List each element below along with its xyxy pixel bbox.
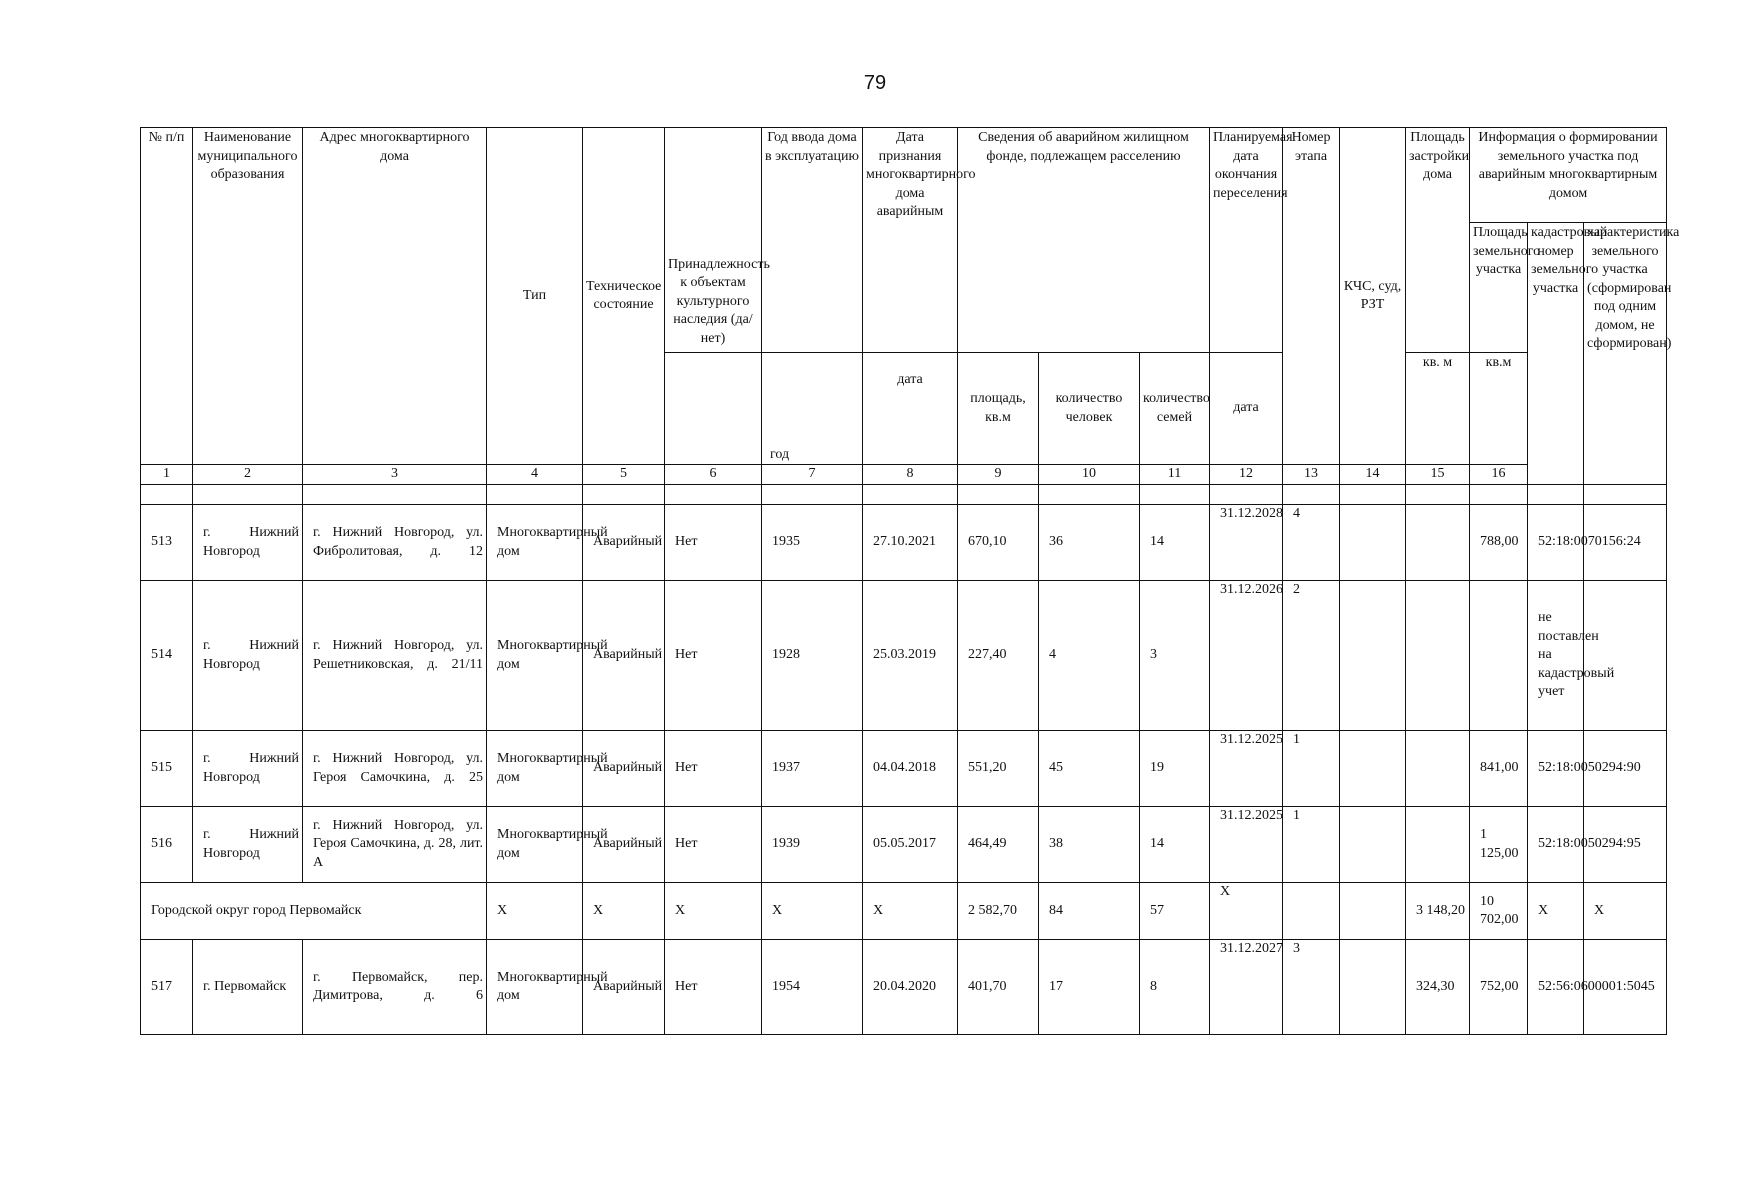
header-date-sub: дата — [863, 353, 958, 465]
cell-families: 14 — [1140, 807, 1210, 883]
cell-families: 8 — [1140, 940, 1210, 1035]
subtotal-type: X — [487, 883, 583, 940]
cell-land-char — [1584, 581, 1667, 731]
cell-heritage: Нет — [665, 731, 762, 807]
cell-municipality: г. Нижний Новгород — [193, 807, 303, 883]
header-address: Адрес многоквартирного дома — [303, 128, 487, 465]
header-land-area: Площадь земельного участка — [1470, 223, 1528, 353]
cell-cadastral: 52:18:0050294:95 — [1528, 807, 1584, 883]
subtotal-stage — [1283, 883, 1340, 940]
cell-building-area — [1406, 731, 1470, 807]
column-number: 3 — [303, 465, 487, 485]
cell-heritage: Нет — [665, 807, 762, 883]
cell-stage: 1 — [1283, 807, 1340, 883]
header-type: Тип — [487, 128, 583, 465]
column-number: 16 — [1470, 465, 1528, 485]
cell-date: 25.03.2019 — [863, 581, 958, 731]
cell-no: 514 — [141, 581, 193, 731]
column-number: 11 — [1140, 465, 1210, 485]
cell-area: 401,70 — [958, 940, 1039, 1035]
subtotal-people: 84 — [1039, 883, 1140, 940]
cell-plan-date: 31.12.2025 — [1210, 807, 1283, 883]
header-municipality: Наименование муниципального образования — [193, 128, 303, 465]
cell-plan-date: 31.12.2028 — [1210, 505, 1283, 581]
table-row — [141, 731, 1667, 807]
subtotal-kchs — [1340, 883, 1406, 940]
cell-land-area — [1470, 581, 1528, 731]
cell-cadastral: не поставлен на кадастровый учет — [1528, 581, 1584, 731]
cell-area: 670,10 — [958, 505, 1039, 581]
cell-state: Аварийный — [583, 581, 665, 731]
table-row — [141, 505, 1667, 581]
cell-municipality: г. Нижний Новгород — [193, 581, 303, 731]
column-number: 2 — [193, 465, 303, 485]
cell-municipality: г. Нижний Новгород — [193, 505, 303, 581]
cell-year: 1928 — [762, 581, 863, 731]
cell-date: 27.10.2021 — [863, 505, 958, 581]
cell-stage: 1 — [1283, 731, 1340, 807]
cell-type: Многоквартирный дом — [487, 581, 583, 731]
column-number: 8 — [863, 465, 958, 485]
cell-stage: 4 — [1283, 505, 1340, 581]
cell-year: 1954 — [762, 940, 863, 1035]
cell-cadastral: 52:56:0600001:5045 — [1528, 940, 1584, 1035]
subtotal-label: Городской округ город Первомайск — [141, 883, 487, 940]
subtotal-land-char: X — [1584, 883, 1667, 940]
column-number: 5 — [583, 465, 665, 485]
table-row — [141, 581, 1667, 731]
cell-people: 36 — [1039, 505, 1140, 581]
cell-land-area: 788,00 — [1470, 505, 1528, 581]
subtotal-land-area: 10 702,00 — [1470, 883, 1528, 940]
cell-people: 4 — [1039, 581, 1140, 731]
header-people: количество человек — [1039, 353, 1140, 465]
header-kchs: КЧС, суд, РЗТ — [1340, 128, 1406, 465]
subtotal-heritage: X — [665, 883, 762, 940]
column-numbers-row — [141, 465, 1667, 485]
cell-families: 3 — [1140, 581, 1210, 731]
cell-families: 19 — [1140, 731, 1210, 807]
header-year-sub: год — [762, 353, 863, 465]
cell-municipality: г. Первомайск — [193, 940, 303, 1035]
cell-building-area — [1406, 505, 1470, 581]
header-building-area: Площадь застройки дома — [1406, 128, 1470, 353]
cell-families: 14 — [1140, 505, 1210, 581]
cell-type: Многоквартирный дом — [487, 505, 583, 581]
cell-kchs — [1340, 581, 1406, 731]
header-land-char: характеристика земельного участка (сформирован под одним домом, не сформирован) — [1584, 223, 1667, 485]
column-number: 15 — [1406, 465, 1470, 485]
cell-kchs — [1340, 731, 1406, 807]
header-planned-date: Планируемая дата окончания переселения — [1210, 128, 1283, 353]
cell-state: Аварийный — [583, 505, 665, 581]
header-building-area-sub: кв. м — [1406, 353, 1470, 465]
column-number: 9 — [958, 465, 1039, 485]
cell-type: Многоквартирный дом — [487, 940, 583, 1035]
subtotal-date: X — [863, 883, 958, 940]
cell-area: 551,20 — [958, 731, 1039, 807]
subtotal-year: X — [762, 883, 863, 940]
subtotal-area: 2 582,70 — [958, 883, 1039, 940]
subtotal-state: X — [583, 883, 665, 940]
header-land-area-sub: кв.м — [1470, 353, 1528, 465]
column-number: 14 — [1340, 465, 1406, 485]
cell-address: г. Первомайск, пер. Димитрова, д. 6 — [303, 940, 487, 1035]
cell-people: 38 — [1039, 807, 1140, 883]
cell-plan-date: 31.12.2026 — [1210, 581, 1283, 731]
cell-year: 1937 — [762, 731, 863, 807]
cell-address: г. Нижний Новгород, ул. Героя Самочкина, д. 25 — [303, 731, 487, 807]
cell-no: 515 — [141, 731, 193, 807]
cell-address: г. Нижний Новгород, ул. Героя Самочкина, д. 28, лит. А — [303, 807, 487, 883]
header-plan-date-sub: дата — [1210, 353, 1283, 465]
subtotal-row — [141, 883, 1667, 940]
header-families: количество семей — [1140, 353, 1210, 465]
cell-stage: 3 — [1283, 940, 1340, 1035]
cell-cadastral: 52:18:0070156:24 — [1528, 505, 1584, 581]
subtotal-families: 57 — [1140, 883, 1210, 940]
cell-people: 17 — [1039, 940, 1140, 1035]
header-no: № п/п — [141, 128, 193, 465]
column-number: 1 — [141, 465, 193, 485]
cell-municipality: г. Нижний Новгород — [193, 731, 303, 807]
cell-area: 227,40 — [958, 581, 1039, 731]
table-row — [141, 807, 1667, 883]
cell-year: 1935 — [762, 505, 863, 581]
cell-state: Аварийный — [583, 807, 665, 883]
cell-state: Аварийный — [583, 731, 665, 807]
cell-no: 513 — [141, 505, 193, 581]
cell-plan-date: 31.12.2027 — [1210, 940, 1283, 1035]
subtotal-building-area: 3 148,20 — [1406, 883, 1470, 940]
cell-no: 517 — [141, 940, 193, 1035]
cell-stage: 2 — [1283, 581, 1340, 731]
cell-address: г. Нижний Новгород, ул. Решетниковская, д. 21/11 — [303, 581, 487, 731]
cell-kchs — [1340, 940, 1406, 1035]
cell-building-area — [1406, 807, 1470, 883]
header-heritage: Принадлежность к объектам культурного наследия (да/нет) — [665, 128, 762, 353]
cell-type: Многоквартирный дом — [487, 807, 583, 883]
cell-area: 464,49 — [958, 807, 1039, 883]
header-heritage-spacer — [665, 353, 762, 465]
cell-land-area: 841,00 — [1470, 731, 1528, 807]
cell-date: 05.05.2017 — [863, 807, 958, 883]
cell-heritage: Нет — [665, 940, 762, 1035]
cell-no: 516 — [141, 807, 193, 883]
cell-year: 1939 — [762, 807, 863, 883]
header-cadastral: кадастровый номер земельного участка — [1528, 223, 1584, 485]
cell-people: 45 — [1039, 731, 1140, 807]
header-year: Год ввода дома в эксплуатацию — [762, 128, 863, 353]
cell-land-area: 752,00 — [1470, 940, 1528, 1035]
cell-plan-date: 31.12.2025 — [1210, 731, 1283, 807]
cell-land-area: 1 125,00 — [1470, 807, 1528, 883]
gap-row — [141, 485, 1667, 505]
cell-building-area: 324,30 — [1406, 940, 1470, 1035]
cell-kchs — [1340, 807, 1406, 883]
column-number: 4 — [487, 465, 583, 485]
subtotal-plan-date: X — [1210, 883, 1283, 940]
cell-date: 04.04.2018 — [863, 731, 958, 807]
cell-heritage: Нет — [665, 581, 762, 731]
cell-date: 20.04.2020 — [863, 940, 958, 1035]
cell-heritage: Нет — [665, 505, 762, 581]
cell-kchs — [1340, 505, 1406, 581]
header-land-info: Информация о формировании земельного участка под аварийным многоквартирным домом — [1470, 128, 1667, 223]
page-number: 79 — [863, 72, 887, 94]
cell-address: г. Нижний Новгород, ул. Фибролитовая, д. 12 — [303, 505, 487, 581]
header-recognition-date: Дата признания многоквартирного дома аварийным — [863, 128, 958, 353]
header-technical-state: Техническое состояние — [583, 128, 665, 465]
cell-state: Аварийный — [583, 940, 665, 1035]
header-area: площадь, кв.м — [958, 353, 1039, 465]
cell-cadastral: 52:18:0050294:90 — [1528, 731, 1584, 807]
subtotal-cadastral: X — [1528, 883, 1584, 940]
housing-register-table — [140, 127, 1680, 1035]
header-stage: Номер этапа — [1283, 128, 1340, 465]
column-number: 7 — [762, 465, 863, 485]
column-number: 10 — [1039, 465, 1140, 485]
column-number: 12 — [1210, 465, 1283, 485]
header-row-1 — [141, 128, 1667, 223]
header-emergency-fund: Сведения об аварийном жилищном фонде, подлежащем расселению — [958, 128, 1210, 353]
table-row — [141, 940, 1667, 1035]
column-number: 13 — [1283, 465, 1340, 485]
column-number: 6 — [665, 465, 762, 485]
cell-type: Многоквартирный дом — [487, 731, 583, 807]
cell-building-area — [1406, 581, 1470, 731]
